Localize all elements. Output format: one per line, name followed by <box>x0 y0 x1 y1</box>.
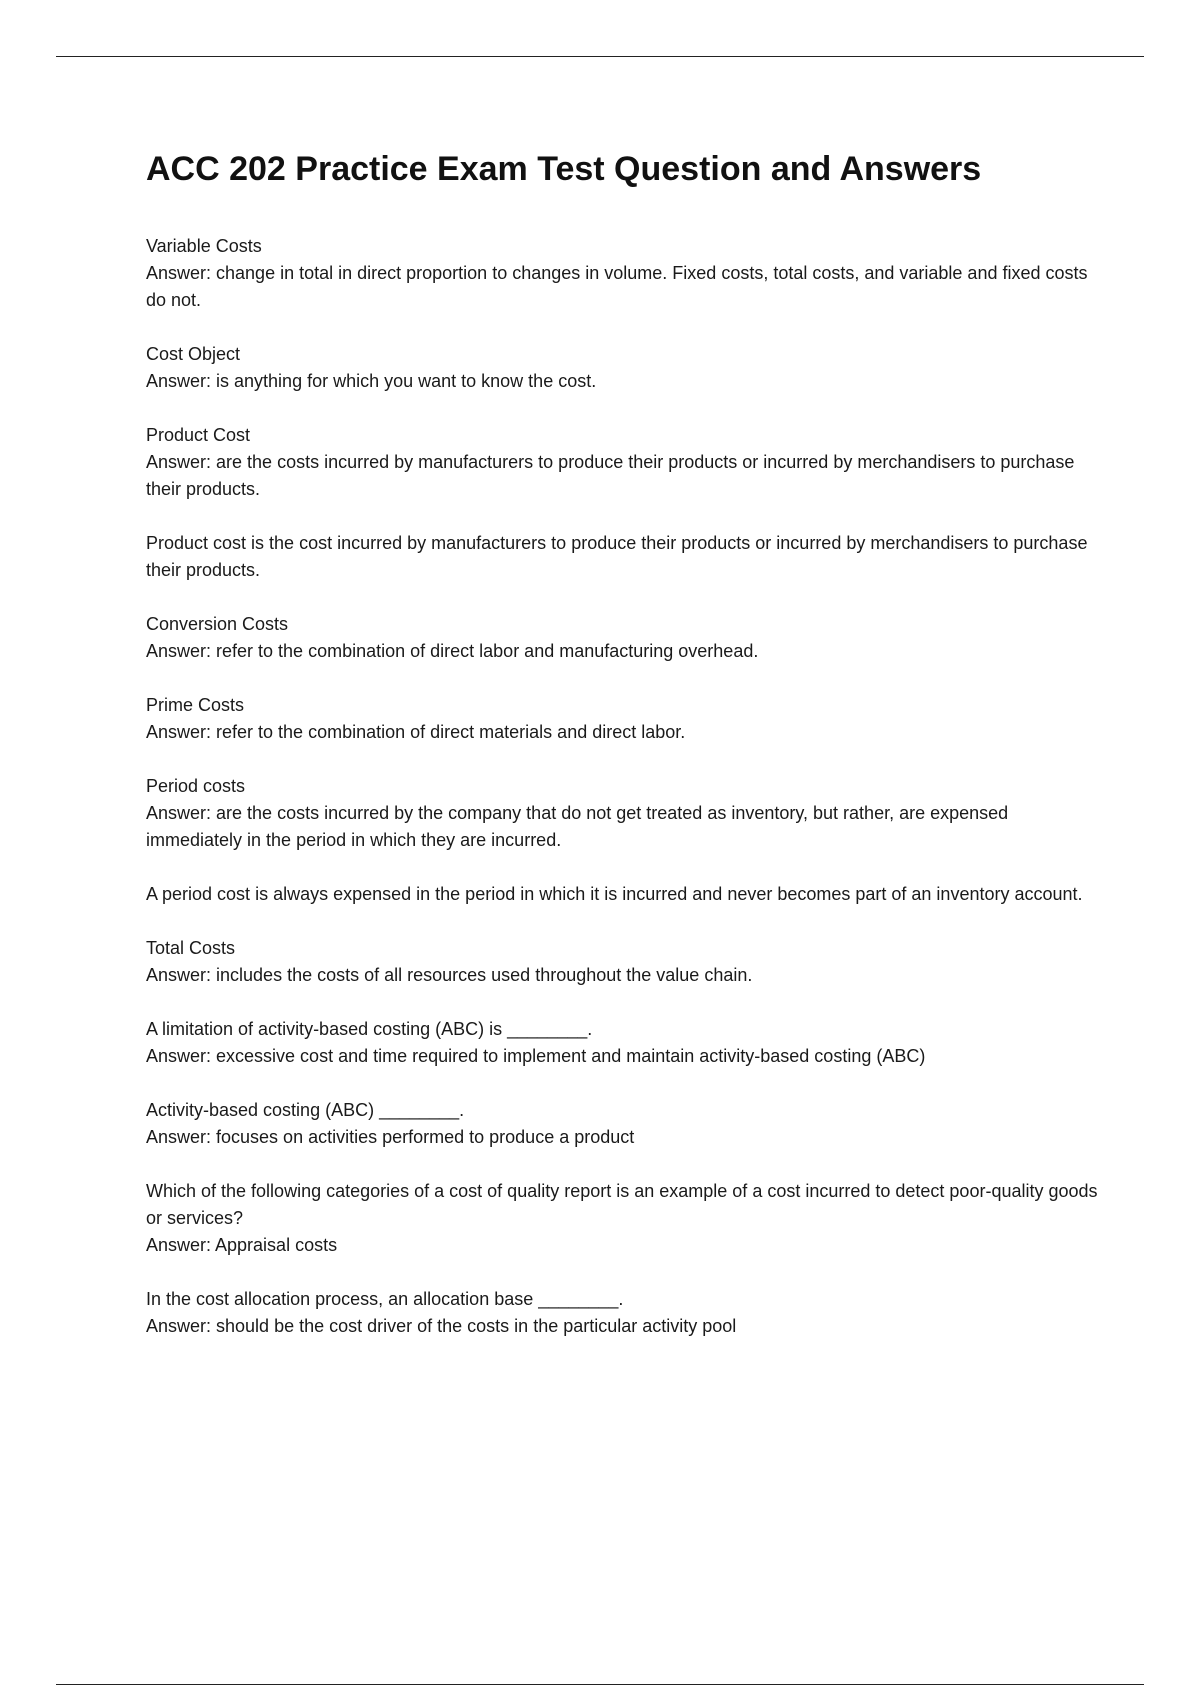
question-text: A limitation of activity-based costing (ABC) is ________. <box>146 1019 593 1039</box>
answer-text: Answer: are the costs incurred by the company that do not get treated as inventory, but rather, are expensed immediately in the period in which they are incurred. <box>146 803 1009 850</box>
question-text: Activity-based costing (ABC) ________. <box>146 1100 465 1120</box>
qa-block <box>146 341 1106 395</box>
answer-text: Answer: are the costs incurred by manufacturers to produce their products or incurred by merchandisers to purchase their products. <box>146 452 1075 499</box>
qa-block <box>146 1286 1106 1340</box>
question-text: Which of the following categories of a cost of quality report is an example of a cost incurred to detect poor-quality goods or services? <box>146 1181 1098 1228</box>
qa-block <box>146 773 1106 854</box>
header-rule <box>56 56 1144 57</box>
qa-block <box>146 935 1106 989</box>
question-text: Total Costs <box>146 938 236 958</box>
qa-block <box>146 692 1106 746</box>
question-text: Conversion Costs <box>146 614 289 634</box>
question-text: Cost Object <box>146 344 241 364</box>
qa-block <box>146 422 1106 503</box>
answer-text: Answer: refer to the combination of direct labor and manufacturing overhead. <box>146 641 759 661</box>
question-text: Variable Costs <box>146 236 262 256</box>
footer-rule <box>56 1684 1144 1685</box>
answer-text: Answer: focuses on activities performed to produce a product <box>146 1127 635 1147</box>
document-body <box>146 145 1106 1367</box>
note-block <box>146 881 1106 908</box>
qa-block <box>146 611 1106 665</box>
question-text: Period costs <box>146 776 246 796</box>
note-text: Product cost is the cost incurred by manufacturers to produce their products or incurred by merchandisers to purchase their products. <box>146 533 1088 580</box>
answer-text: Answer: includes the costs of all resources used throughout the value chain. <box>146 965 753 985</box>
question-text: Prime Costs <box>146 695 245 715</box>
answer-text: Answer: should be the cost driver of the costs in the particular activity pool <box>146 1316 737 1336</box>
question-text: Product Cost <box>146 425 251 445</box>
document-title: ACC 202 Practice Exam Test Question and Answers <box>146 150 982 188</box>
answer-text: Answer: Appraisal costs <box>146 1235 338 1255</box>
qa-block <box>146 1178 1106 1259</box>
note-block <box>146 530 1106 584</box>
answer-text: Answer: change in total in direct proportion to changes in volume. Fixed costs, total costs, and variable and fixed costs do not. <box>146 263 1088 310</box>
question-text: In the cost allocation process, an allocation base ________. <box>146 1289 624 1309</box>
note-text: A period cost is always expensed in the period in which it is incurred and never becomes part of an inventory account. <box>146 884 1083 904</box>
qa-block <box>146 1016 1106 1070</box>
answer-text: Answer: refer to the combination of direct materials and direct labor. <box>146 722 686 742</box>
answer-text: Answer: excessive cost and time required to implement and maintain activity-based costing (ABC) <box>146 1046 926 1066</box>
qa-block <box>146 233 1106 314</box>
answer-text: Answer: is anything for which you want to know the cost. <box>146 371 597 391</box>
qa-block <box>146 1097 1106 1151</box>
